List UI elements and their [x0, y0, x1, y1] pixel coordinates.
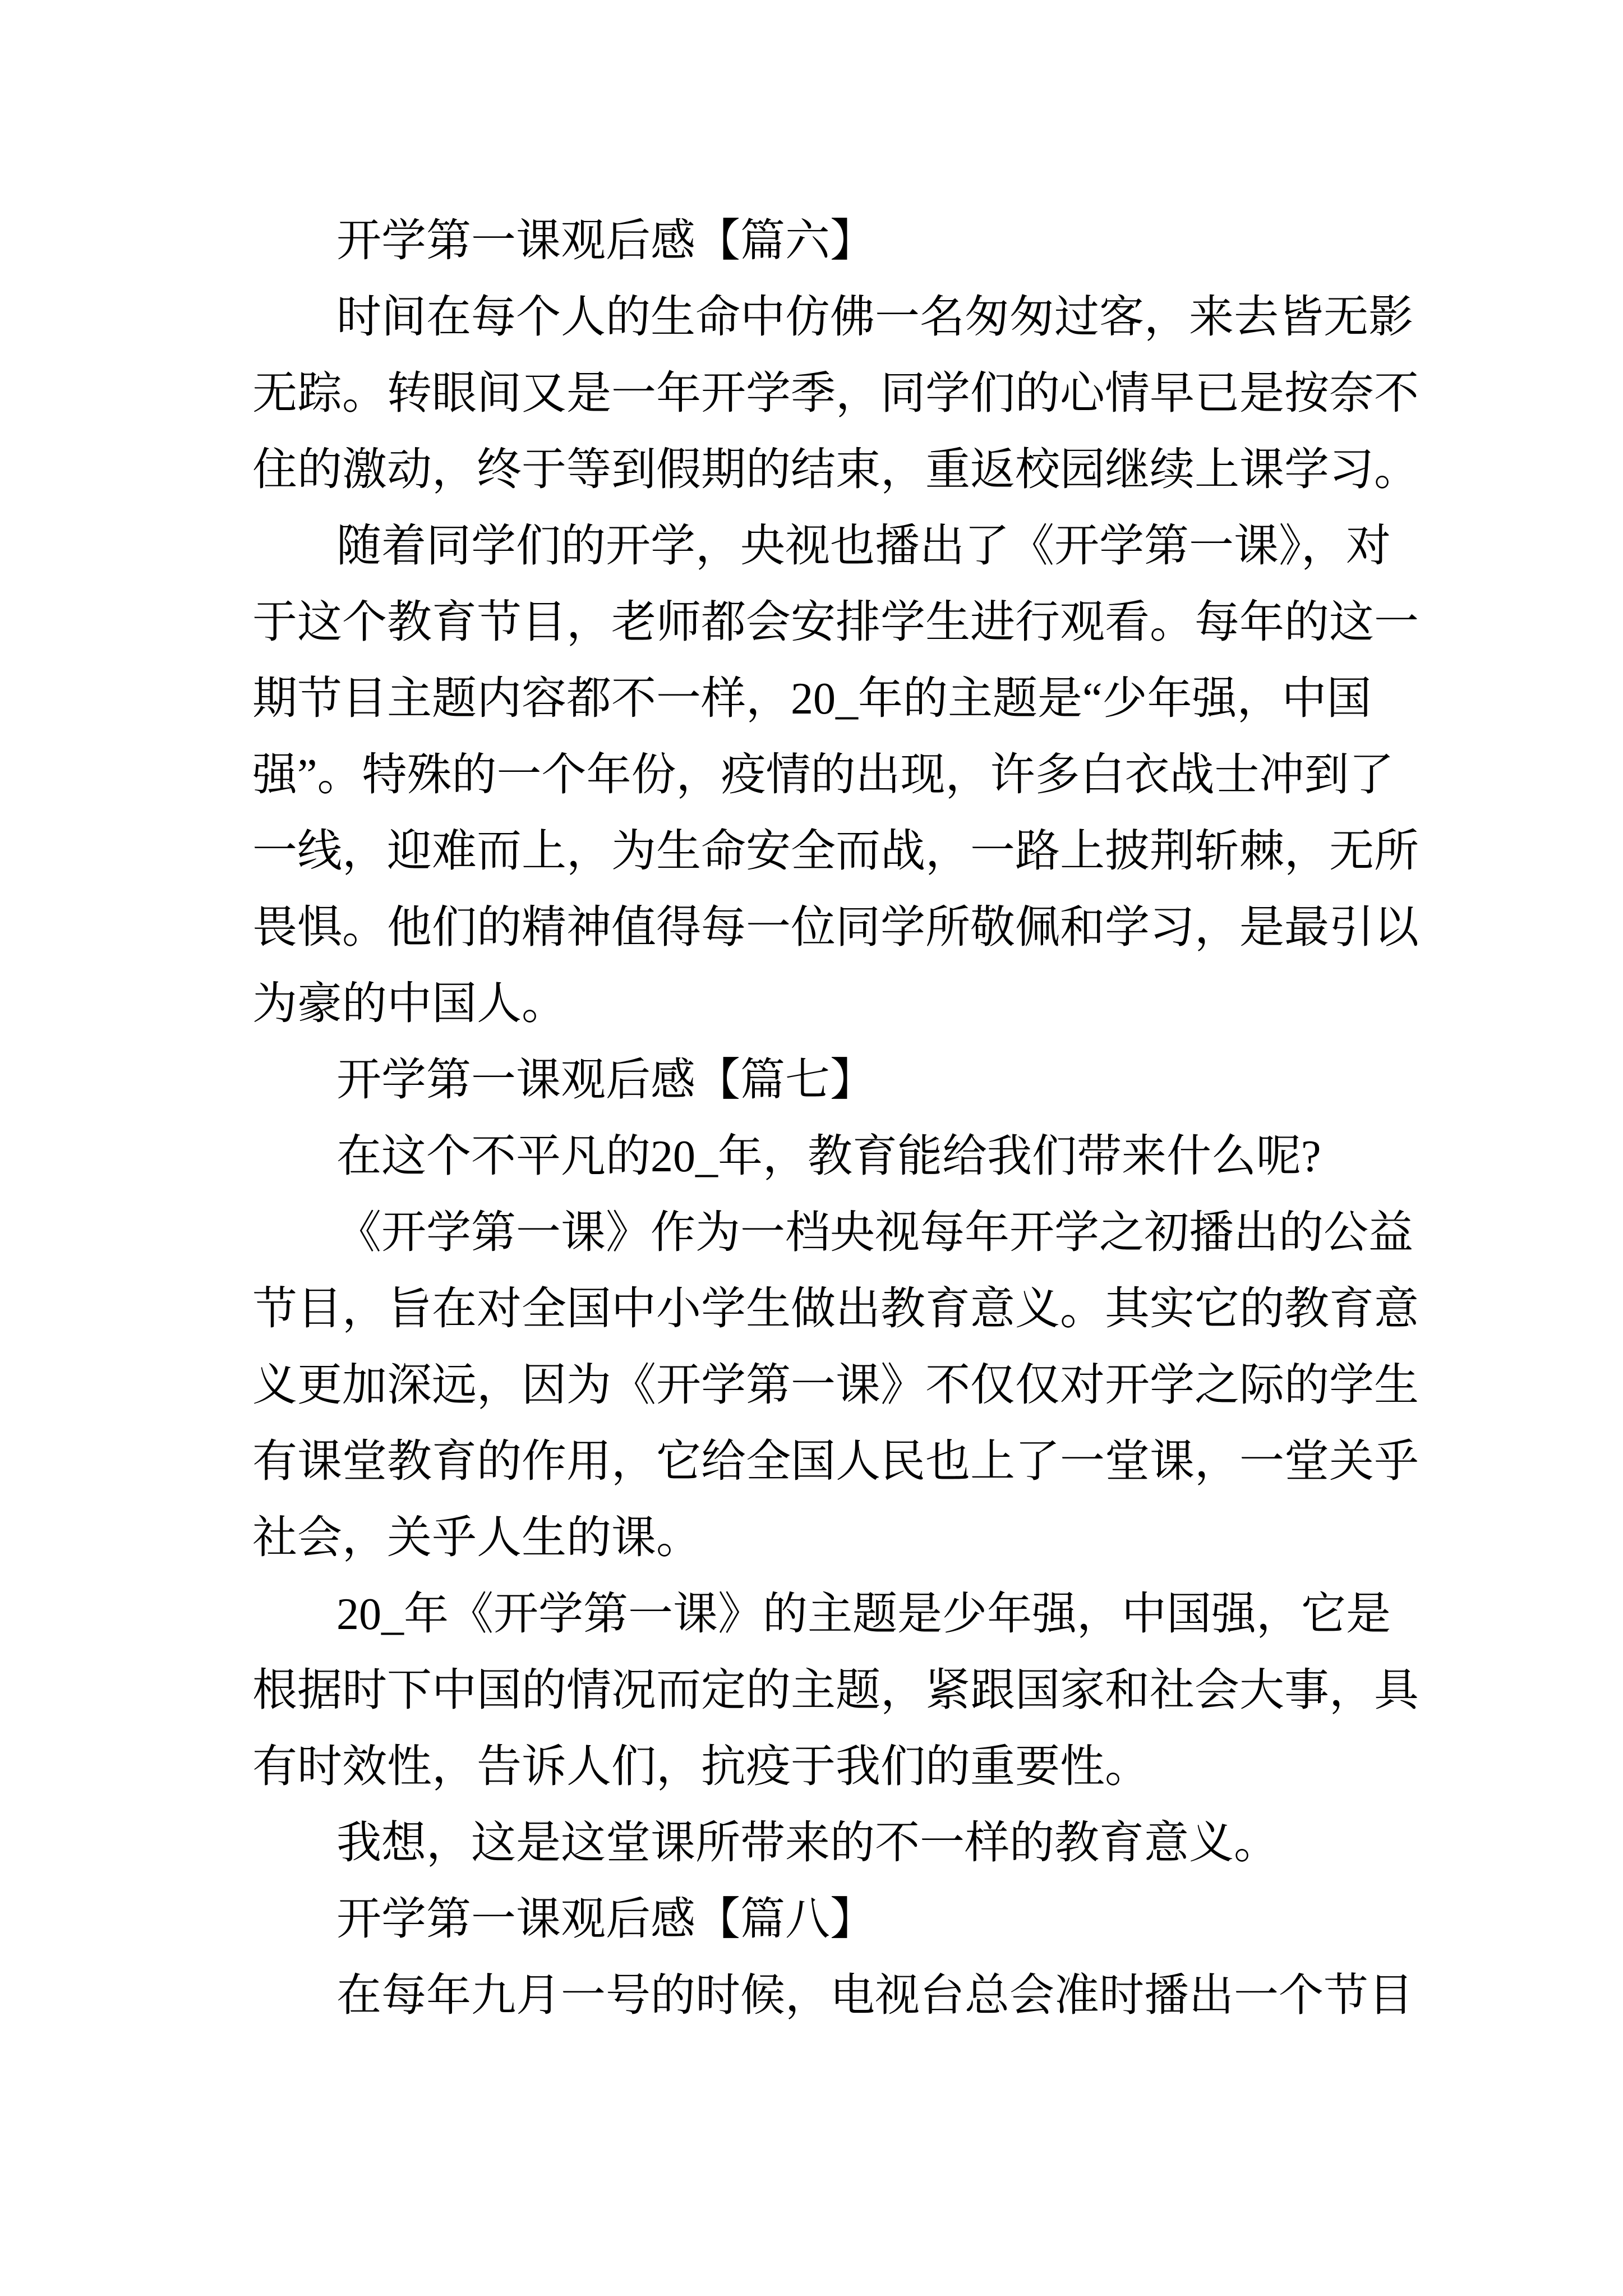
text-line: 随着同学们的开学，央视也播出了《开学第一课》，对: [336, 522, 1391, 571]
section-heading: [252, 1881, 1419, 1958]
text-line: 在每年九月一号的时候，电视台总会准时播出一个节目: [336, 1971, 1413, 2021]
paragraph: [252, 1119, 1419, 1195]
paragraph: [252, 1958, 1419, 2034]
heading-text-line: 开学第一课观后感【篇八】: [336, 1895, 875, 1944]
text-line: 有时效性，告诉人们，抗疫于我们的重要性。: [252, 1742, 1150, 1792]
text-line: 节目，旨在对全国中小学生做出教育意义。其实它的教育意: [252, 1285, 1419, 1334]
text-line: 我想，这是这堂课所带来的不一样的教育意义。: [336, 1819, 1279, 1868]
text-line: 时间在每个人的生命中仿佛一名匆匆过客，来去皆无影: [336, 293, 1413, 342]
text-line: 强”。特殊的一个年份，疫情的出现，许多白衣战士冲到了: [252, 751, 1394, 800]
text-line: 根据时下中国的情况而定的主题，紧跟国家和社会大事，具: [252, 1666, 1419, 1715]
heading-text-line: 开学第一课观后感【篇七】: [336, 1056, 875, 1105]
document-body: [252, 203, 1419, 2034]
text-line: 一线，迎难而上，为生命安全而战，一路上披荆斩棘，无所: [252, 827, 1419, 876]
text-line: 在这个不平凡的20_年，教育能给我们带来什么呢?: [336, 1132, 1321, 1181]
paragraph: [252, 1195, 1419, 1576]
paragraph: [252, 508, 1419, 1042]
text-line: 义更加深远，因为《开学第一课》不仅仅对开学之际的学生: [252, 1361, 1419, 1410]
text-line: 住的激动，终于等到假期的结束，重返校园继续上课学习。: [252, 445, 1419, 495]
text-line: 无踪。转眼间又是一年开学季，同学们的心情早已是按奈不: [252, 369, 1419, 418]
text-line: 为豪的中国人。: [252, 979, 566, 1029]
section-heading: [252, 203, 1419, 279]
paragraph: [252, 1576, 1419, 1805]
text-line: 社会，关乎人生的课。: [252, 1513, 701, 1563]
heading-text-line: 开学第一课观后感【篇六】: [336, 217, 875, 266]
section-heading: [252, 1042, 1419, 1119]
text-line: 期节目主题内容都不一样，20_年的主题是“少年强，中国: [252, 674, 1372, 724]
document-page: [252, 203, 1419, 2034]
text-line: 于这个教育节目，老师都会安排学生进行观看。每年的这一: [252, 598, 1419, 647]
paragraph: [252, 1805, 1419, 1881]
paragraph: [252, 279, 1419, 508]
text-line: 有课堂教育的作用，它给全国人民也上了一堂课，一堂关乎: [252, 1437, 1419, 1487]
text-line: 20_年《开学第一课》的主题是少年强，中国强，它是: [336, 1590, 1391, 1639]
text-line: 《开学第一课》作为一档央视每年开学之初播出的公益: [336, 1208, 1413, 1258]
text-line: 畏惧。他们的精神值得每一位同学所敬佩和学习，是最引以: [252, 903, 1419, 953]
